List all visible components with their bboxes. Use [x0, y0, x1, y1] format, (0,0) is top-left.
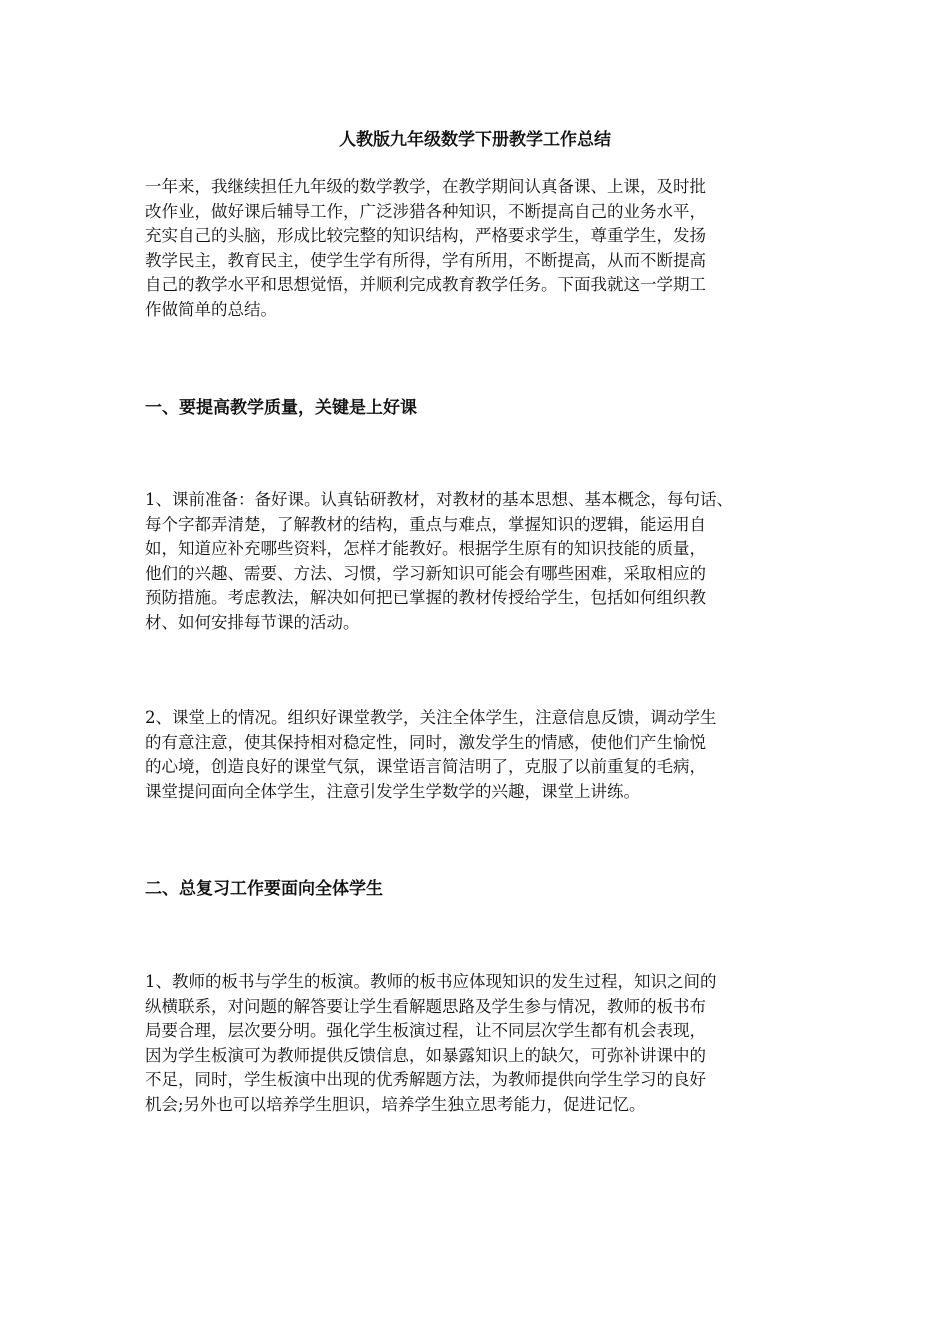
paragraph-line: 如，知道应补充哪些资料，怎样才能教好。根据学生原有的知识技能的质量， — [145, 539, 706, 559]
paragraph-line: 2、课堂上的情况。组织好课堂教学，关注全体学生，注意信息反馈，调动学生 — [145, 708, 717, 727]
paragraph-line: 教学民主，教育民主，使学生学有所得，学有所用，不断提高，从而不断提高 — [145, 250, 706, 270]
paragraph-line: 局要合理，层次要分明。强化学生板演过程，让不同层次学生都有机会表现， — [145, 1021, 706, 1041]
paragraph-line: 课堂提问面向全体学生，注意引发学生学数学的兴趣，课堂上讲练。 — [145, 781, 640, 801]
paragraph-line: 因为学生板演可为教师提供反馈信息，如暴露知识上的缺欠，可弥补讲课中的 — [145, 1045, 706, 1065]
paragraph-line: 预防措施。考虑教法，解决如何把已掌握的教材传授给学生，包括如何组织教 — [145, 588, 706, 608]
section-2-heading: 二、总复习工作要面向全体学生 — [145, 879, 383, 899]
paragraph-line: 的心境，创造良好的课堂气氛，课堂语言简洁明了，克服了以前重复的毛病， — [145, 757, 706, 777]
intro-paragraph — [145, 175, 825, 323]
paragraph-line: 材、如何安排每节课的活动。 — [145, 612, 360, 632]
paragraph-line: 机会;另外也可以培养学生胆识，培养学生独立思考能力，促进记忆。 — [145, 1094, 646, 1114]
paragraph-line: 每个字都弄清楚，了解教材的结构，重点与难点，掌握知识的逻辑，能运用自 — [145, 514, 706, 534]
paragraph-line: 一年来，我继续担任九年级的数学教学，在教学期间认真备课、上课，及时批 — [145, 177, 706, 196]
section-1-item-1 — [145, 488, 825, 636]
paragraph-line: 他们的兴趣、需要、方法、习惯，学习新知识可能会有哪些困难，采取相应的 — [145, 563, 706, 583]
paragraph-line: 改作业，做好课后辅导工作，广泛涉猎各种知识，不断提高自己的业务水平， — [145, 201, 706, 221]
paragraph-line: 的有意注意，使其保持相对稳定性，同时，激发学生的情感，使他们产生愉悦 — [145, 732, 706, 752]
paragraph-line: 充实自己的头脑，形成比较完整的知识结构，严格要求学生，尊重学生，发扬 — [145, 226, 706, 246]
paragraph-line: 作做简单的总结。 — [145, 299, 277, 319]
section-1-item-2 — [145, 706, 825, 804]
paragraph-line: 1、教师的板书与学生的板演。教师的板书应体现知识的发生过程，知识之间的 — [145, 972, 717, 991]
document-title: 人教版九年级数学下册教学工作总结 — [339, 130, 611, 150]
paragraph-line: 不足，同时，学生板演中出现的优秀解题方法，为教师提供向学生学习的良好 — [145, 1070, 706, 1090]
paragraph-line: 自己的教学水平和思想觉悟，并顺利完成教育教学任务。下面我就这一学期工 — [145, 275, 706, 295]
paragraph-line: 1、课前准备：备好课。认真钻研教材，对教材的基本思想、基本概念，每句话、 — [145, 490, 733, 509]
paragraph-line: 纵横联系，对问题的解答要让学生看解题思路及学生参与情况，教师的板书布 — [145, 996, 706, 1016]
section-1-heading: 一、要提高教学质量，关键是上好课 — [145, 398, 417, 418]
section-2-item-1 — [145, 970, 825, 1118]
